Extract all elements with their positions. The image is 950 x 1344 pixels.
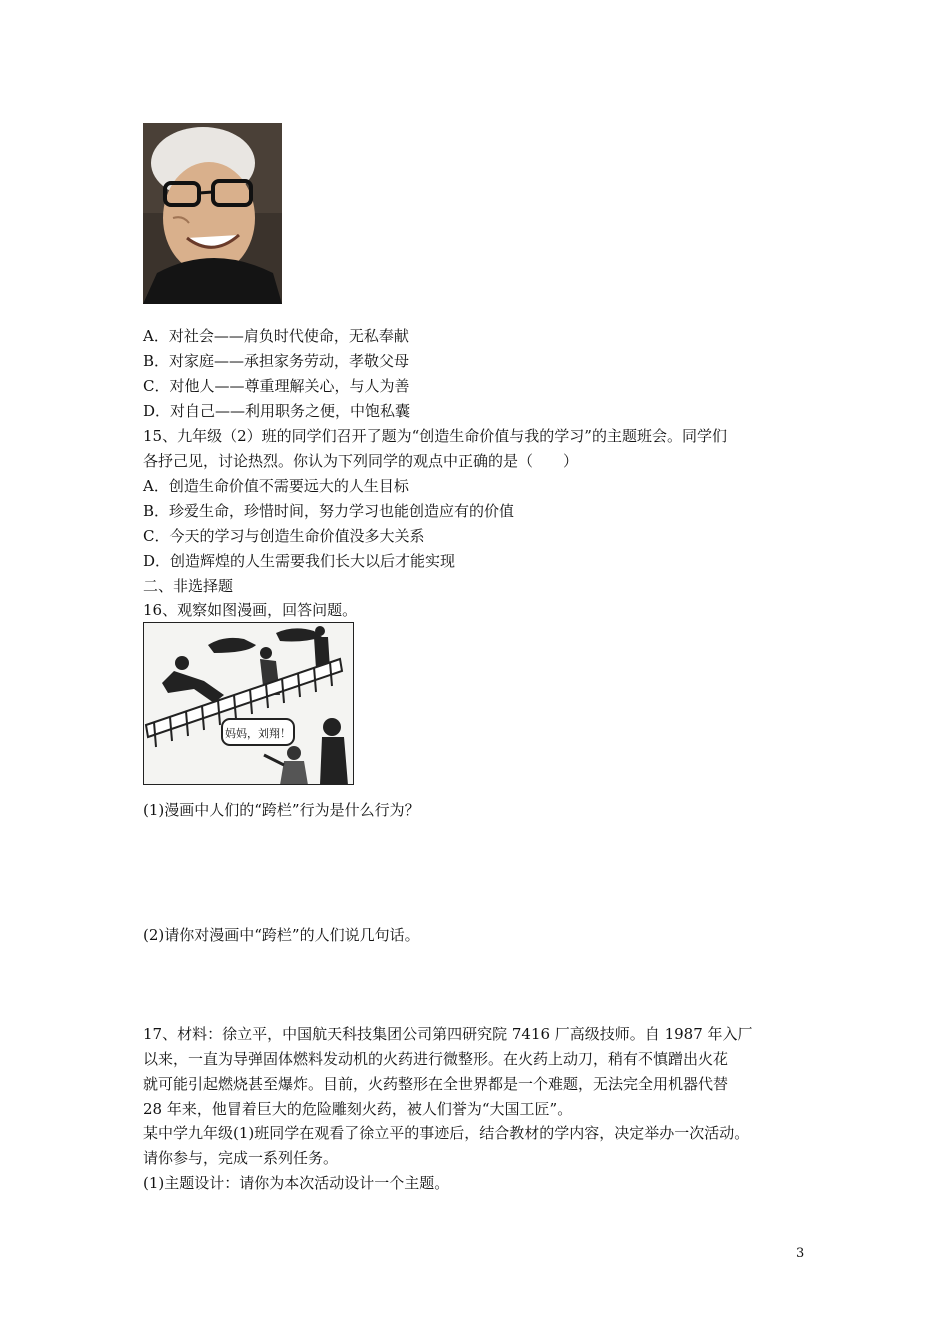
q16-stem: 16、观察如图漫画，回答问题。 <box>143 601 358 619</box>
q15-option-d: D．创造辉煌的人生需要我们长大以后才能实现 <box>143 552 456 570</box>
q15-option-c: C．今天的学习与创造生命价值没多大关系 <box>143 527 425 545</box>
q17-line2: 以来，一直为导弹固体燃料发动机的火药进行微整形。在火药上动刀，稍有不慎蹭出火花 <box>143 1050 729 1068</box>
q17-line6: 请你参与，完成一系列任务。 <box>143 1149 339 1167</box>
q14-option-d: D．对自己——利用职务之便，中饱私囊 <box>143 402 411 420</box>
q17-line5: 某中学九年级(1)班同学在观看了徐立平的事迹后，结合教材的学内容，决定举办一次活动。 <box>143 1124 750 1142</box>
q15-stem-line2: 各抒己见，讨论热烈。你认为下列同学的观点中正确的是（ ） <box>143 452 579 470</box>
cartoon-speech: 妈妈，刘翔！ <box>225 727 291 740</box>
q15-option-a: A．创造生命价值不需要远大的人生目标 <box>143 477 409 495</box>
q17-line4: 28 年来，他冒着巨大的危险雕刻火药，被人们誉为“大国工匠”。 <box>143 1100 573 1118</box>
cartoon-image <box>143 622 354 785</box>
q14-option-b: B．对家庭——承担家务劳动，孝敬父母 <box>143 352 410 370</box>
portrait-photo <box>143 123 282 304</box>
q14-option-c: C．对他人——尊重理解关心，与人为善 <box>143 377 410 395</box>
q15-option-b: B．珍爱生命，珍惜时间，努力学习也能创造应有的价值 <box>143 502 515 520</box>
page-number: 3 <box>796 1246 805 1261</box>
q15-stem-line1: 15、九年级（2）班的同学们召开了题为“创造生命价值与我的学习”的主题班会。同学们 <box>143 427 727 445</box>
q17-line3: 就可能引起燃烧甚至爆炸。目前，火药整形在全世界都是一个难题，无法完全用机器代替 <box>143 1075 729 1093</box>
q16-sub2: (2)请你对漫画中“跨栏”的人们说几句话。 <box>143 926 420 944</box>
q17-line7: (1)主题设计：请你为本次活动设计一个主题。 <box>143 1174 450 1192</box>
section-title: 二、非选择题 <box>143 577 234 595</box>
q14-option-a: A．对社会——肩负时代使命，无私奉献 <box>143 327 409 345</box>
q17-line1: 17、材料：徐立平，中国航天科技集团公司第四研究院 7416 厂高级技师。自 1987 年入厂 <box>143 1025 753 1043</box>
q16-sub1: (1)漫画中人们的“跨栏”行为是什么行为？ <box>143 801 420 819</box>
